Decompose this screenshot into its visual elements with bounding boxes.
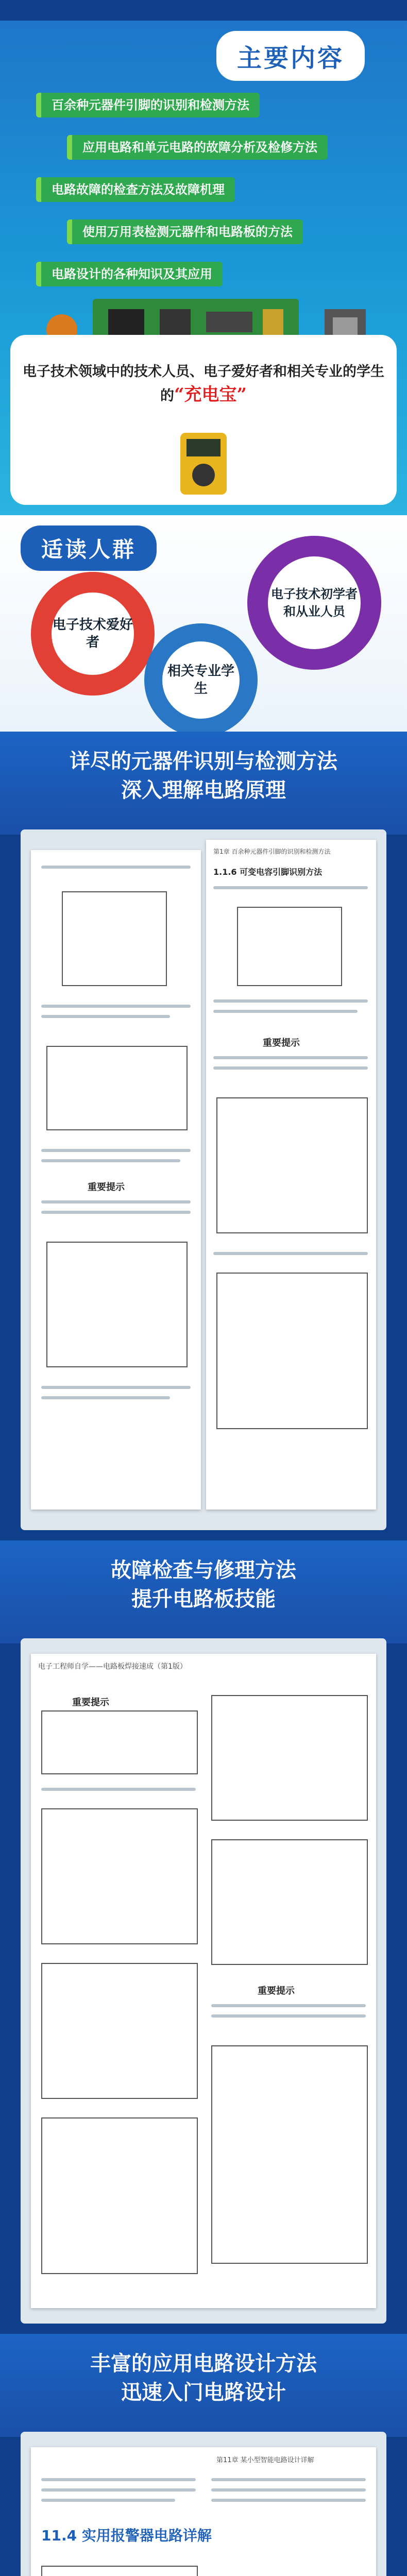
main-bullet-1: 百余种元器件引脚的识别和检测方法 <box>36 93 260 117</box>
feature-1-sample <box>21 829 386 1530</box>
page1-section: 1.1.6 可变电容引脚识别方法 <box>213 867 323 877</box>
audience-group-3: 相关专业学生 <box>162 641 240 719</box>
note-label-1: 重要提示 <box>88 1182 125 1193</box>
feature-2-line2: 提升电路板技能 <box>131 1587 276 1611</box>
description-text: 电子技术领域中的技术人员、电子爱好者和相关专业的学生的 <box>23 364 384 404</box>
multimeter-illustration <box>155 433 252 495</box>
feature-3-header <box>0 2334 407 2437</box>
feature-3-line2: 迅速入门电路设计 <box>121 2381 286 2404</box>
feature-1-line1: 详尽的元器件识别与检测方法 <box>70 750 337 773</box>
sample-page-2 <box>31 1654 376 2308</box>
note-label-2: 重要提示 <box>263 1038 300 1048</box>
audience-group-1: 电子技术爱好者 <box>52 592 134 675</box>
main-description <box>21 361 386 408</box>
main-bullet-3: 电路故障的检查方法及故障机理 <box>36 177 235 202</box>
sample-page-right <box>206 840 376 1510</box>
description-highlight: “充电宝” <box>174 384 247 405</box>
audience-group-2: 电子技术初学者和从业人员 <box>268 556 361 649</box>
main-content-title: 主要内容 <box>216 31 365 81</box>
page1-header: 第1章 百余种元器件引脚的识别和检测方法 <box>213 848 331 855</box>
main-bullet-5: 电路设计的各种知识及其应用 <box>36 262 223 286</box>
main-bullet-2: 应用电路和单元电路的故障分析及检修方法 <box>67 135 328 160</box>
feature-2-line1: 故障检查与修理方法 <box>111 1558 296 1582</box>
audience-section <box>0 515 407 732</box>
feature-2-sample <box>21 1638 386 2324</box>
feature-3-line1: 丰富的应用电路设计方法 <box>90 2352 317 2376</box>
feature-2-header <box>0 1540 407 1643</box>
sample-page-3 <box>31 2447 376 2576</box>
main-content-section <box>0 0 407 515</box>
feature-1-line2: 深入理解电路原理 <box>121 778 286 802</box>
note-label-4: 重要提示 <box>258 1986 295 1996</box>
page3-section: 11.4 实用报警器电路详解 <box>41 2527 212 2544</box>
feature-1-header <box>0 732 407 835</box>
note-label-3: 重要提示 <box>72 1697 109 1708</box>
page2-header: 电子工程师自学——电路板焊接速成（第1版） <box>38 1663 187 1671</box>
feature-3-sample <box>21 2432 386 2576</box>
audience-title: 适读人群 <box>21 526 157 571</box>
page3-header: 第11章 某小型智能电路设计详解 <box>216 2456 314 2464</box>
top-stripe <box>0 0 407 21</box>
sample-page-left <box>31 850 201 1510</box>
main-bullet-4: 使用万用表检测元器件和电路板的方法 <box>67 219 303 244</box>
